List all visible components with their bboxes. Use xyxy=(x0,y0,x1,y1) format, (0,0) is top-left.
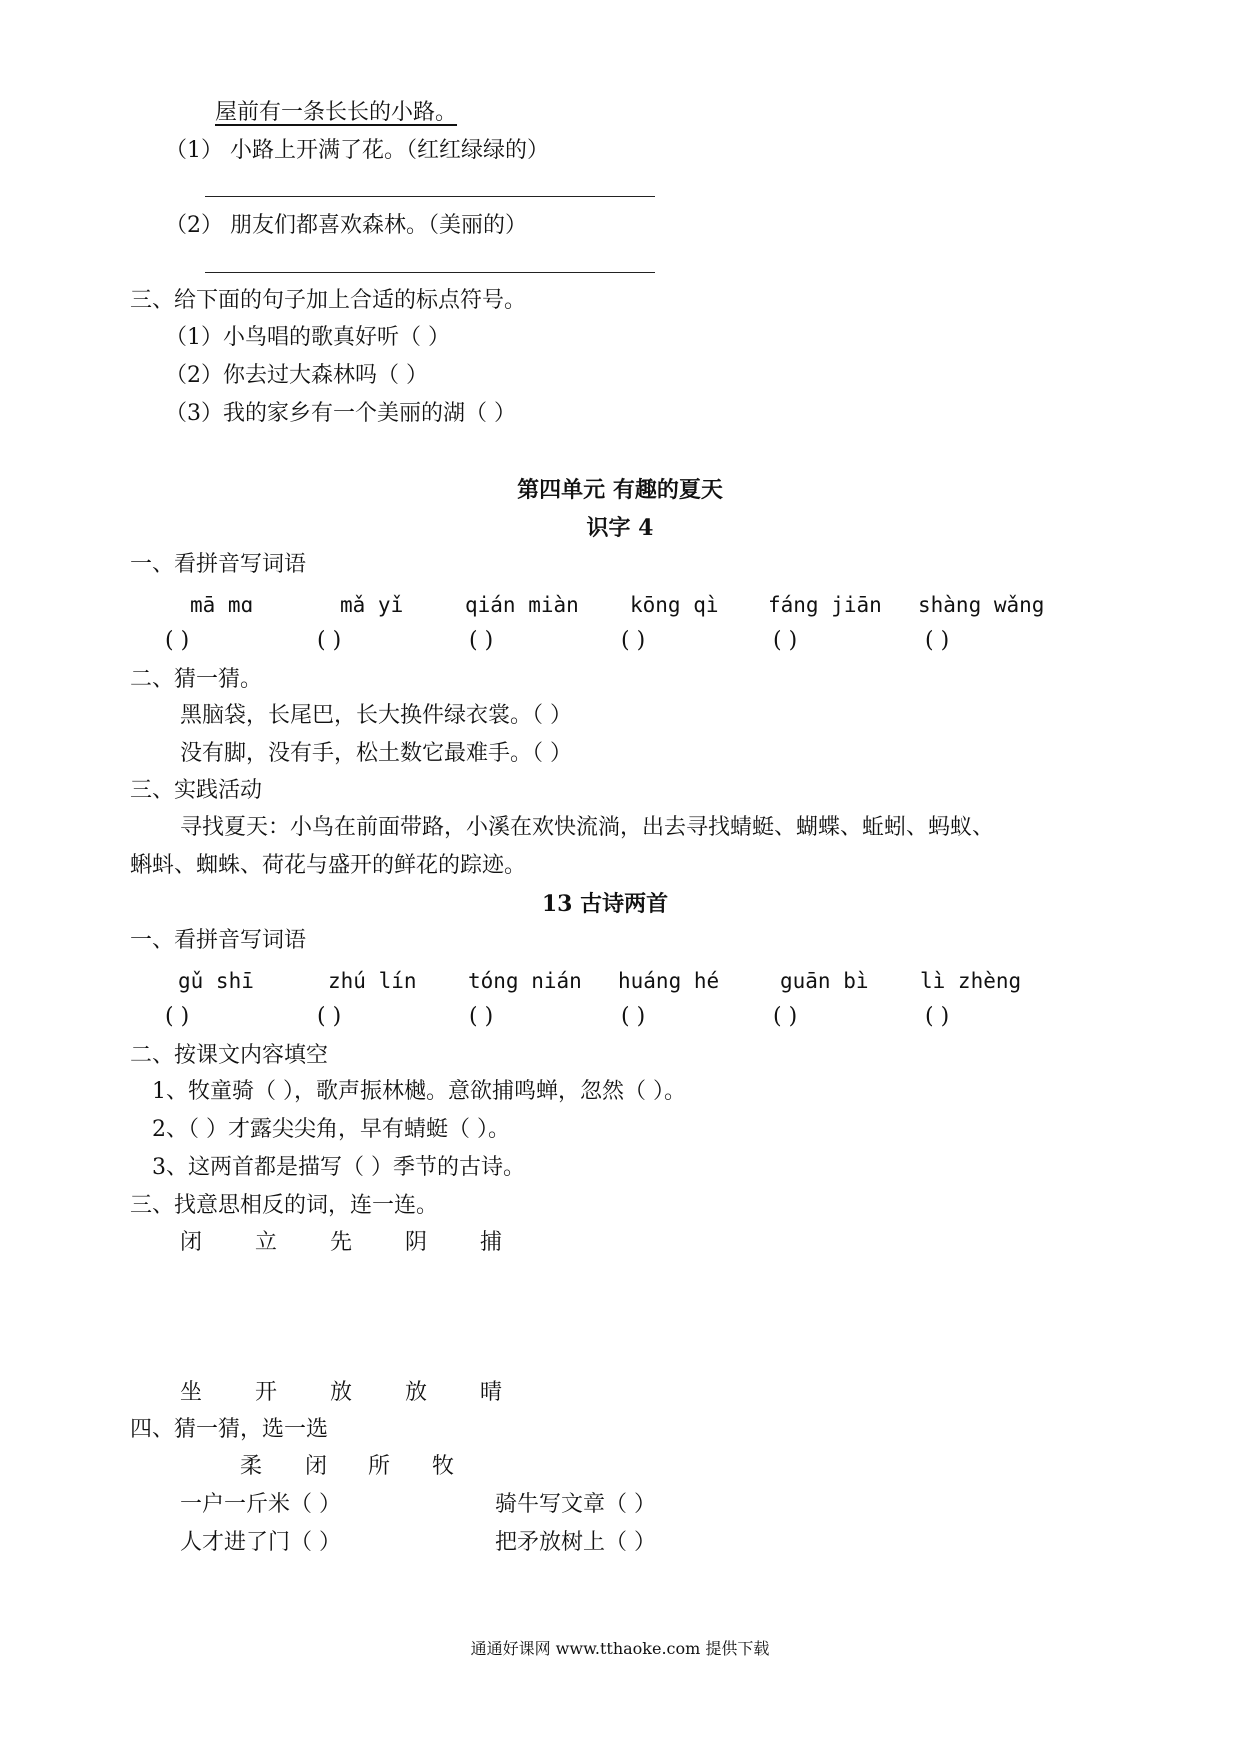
bottom-word-5[interactable]: 晴 xyxy=(480,1380,503,1405)
guess-riddle-4: 把矛放树上（ ） xyxy=(495,1530,656,1555)
choice-1: 柔 xyxy=(240,1454,263,1479)
top-word-4[interactable]: 阴 xyxy=(405,1230,428,1255)
guess-riddle-2: 骑牛写文章（ ） xyxy=(495,1492,656,1517)
answer-line-1[interactable] xyxy=(205,196,655,197)
answer-paren-1[interactable]: ( ) xyxy=(165,628,190,653)
pinyin-1: mā mɑ xyxy=(190,593,254,617)
guess-riddle-1: 一户一斤米（ ） xyxy=(180,1492,341,1517)
pinyin-2: mǎ yǐ xyxy=(340,593,404,617)
shizi4-q3-heading: 三、实践活动 xyxy=(130,778,263,803)
lesson13-q4-heading: 四、猜一猜，选一选 xyxy=(130,1417,329,1442)
shizi4-q1-heading: 一、看拼音写词语 xyxy=(130,552,307,577)
top-word-2[interactable]: 立 xyxy=(255,1230,278,1255)
answer-paren-2[interactable]: ( ) xyxy=(317,628,342,653)
punct-item-2: （2）你去过大森林吗（ ） xyxy=(165,363,428,388)
example-sentence: 屋前有一条长长的小路。 xyxy=(215,100,458,125)
punct-item-1: （1）小鸟唱的歌真好听（ ） xyxy=(165,325,450,350)
expand-item-2: （2） 朋友们都喜欢森林。（美丽的） xyxy=(165,213,527,238)
expand-item-1: （1） 小路上开满了花。（红红绿绿的） xyxy=(165,138,549,163)
bottom-word-4[interactable]: 放 xyxy=(405,1380,428,1405)
fill-item-2: 2、（ ）才露尖尖角，早有蜻蜓（ ）。 xyxy=(152,1117,510,1142)
activity-line-2: 蝌蚪、蜘蛛、荷花与盛开的鲜花的踪迹。 xyxy=(130,853,527,878)
answer-paren-4[interactable]: ( ) xyxy=(621,628,646,653)
punct-item-3: （3）我的家乡有一个美丽的湖（ ） xyxy=(165,401,516,426)
bottom-word-2[interactable]: 开 xyxy=(255,1380,278,1405)
page-footer: 通通好课网 www.tthaoke.com 提供下载 xyxy=(470,1639,770,1658)
choice-4: 牧 xyxy=(432,1454,455,1479)
choice-3: 所 xyxy=(368,1454,391,1479)
answer-paren-l13-2[interactable]: ( ) xyxy=(317,1004,342,1029)
answer-line-2[interactable] xyxy=(205,272,655,273)
choice-2: 闭 xyxy=(305,1454,328,1479)
answer-paren-3[interactable]: ( ) xyxy=(469,628,494,653)
riddle-1: 黑脑袋，长尾巴，长大换件绿衣裳。（ ） xyxy=(180,703,572,728)
unit-subtitle: 识字 4 xyxy=(586,515,654,541)
shizi4-q2-heading: 二、猜一猜。 xyxy=(130,667,263,692)
lesson13-q1-heading: 一、看拼音写词语 xyxy=(130,928,307,953)
answer-paren-5[interactable]: ( ) xyxy=(773,628,798,653)
pinyin-3: qián miàn xyxy=(465,593,579,617)
answer-paren-l13-6[interactable]: ( ) xyxy=(925,1004,950,1029)
pinyin-l13-1: gǔ shī xyxy=(178,969,254,993)
pinyin-l13-6: lì zhèng xyxy=(920,969,1022,993)
pinyin-l13-4: huáng hé xyxy=(618,969,720,993)
activity-line-1: 寻找夏天：小鸟在前面带路，小溪在欢快流淌，出去寻找蜻蜓、蝴蝶、蚯蚓、蚂蚁、 xyxy=(180,815,995,840)
guess-riddle-3: 人才进了门（ ） xyxy=(180,1530,341,1555)
pinyin-6: shàng wǎng xyxy=(918,593,1045,617)
bottom-word-3[interactable]: 放 xyxy=(330,1380,353,1405)
answer-paren-l13-5[interactable]: ( ) xyxy=(773,1004,798,1029)
lesson13-title: 13 古诗两首 xyxy=(541,891,669,917)
answer-paren-l13-3[interactable]: ( ) xyxy=(469,1004,494,1029)
top-word-1[interactable]: 闭 xyxy=(180,1230,203,1255)
lesson13-q3-heading: 三、找意思相反的词，连一连。 xyxy=(130,1193,439,1218)
pinyin-l13-3: tóng nián xyxy=(468,969,582,993)
bottom-word-1[interactable]: 坐 xyxy=(180,1380,203,1405)
top-word-5[interactable]: 捕 xyxy=(480,1230,503,1255)
answer-paren-l13-4[interactable]: ( ) xyxy=(621,1004,646,1029)
pinyin-4: kōng qì xyxy=(630,593,719,617)
punct-heading: 三、给下面的句子加上合适的标点符号。 xyxy=(130,288,527,313)
unit-title: 第四单元 有趣的夏天 xyxy=(517,477,723,503)
answer-paren-6[interactable]: ( ) xyxy=(925,628,950,653)
riddle-2: 没有脚，没有手，松土数它最难手。（ ） xyxy=(180,741,572,766)
fill-item-3: 3、这两首都是描写（ ）季节的古诗。 xyxy=(152,1155,525,1180)
fill-item-1: 1、牧童骑（ ），歌声振林樾。意欲捕鸣蝉，忽然（ ）。 xyxy=(152,1079,686,1104)
top-word-3[interactable]: 先 xyxy=(330,1230,353,1255)
pinyin-l13-5: guān bì xyxy=(780,969,869,993)
answer-paren-l13-1[interactable]: ( ) xyxy=(165,1004,190,1029)
pinyin-l13-2: zhú lín xyxy=(328,969,417,993)
pinyin-5: fáng jiān xyxy=(768,593,882,617)
lesson13-q2-heading: 二、按课文内容填空 xyxy=(130,1043,329,1068)
